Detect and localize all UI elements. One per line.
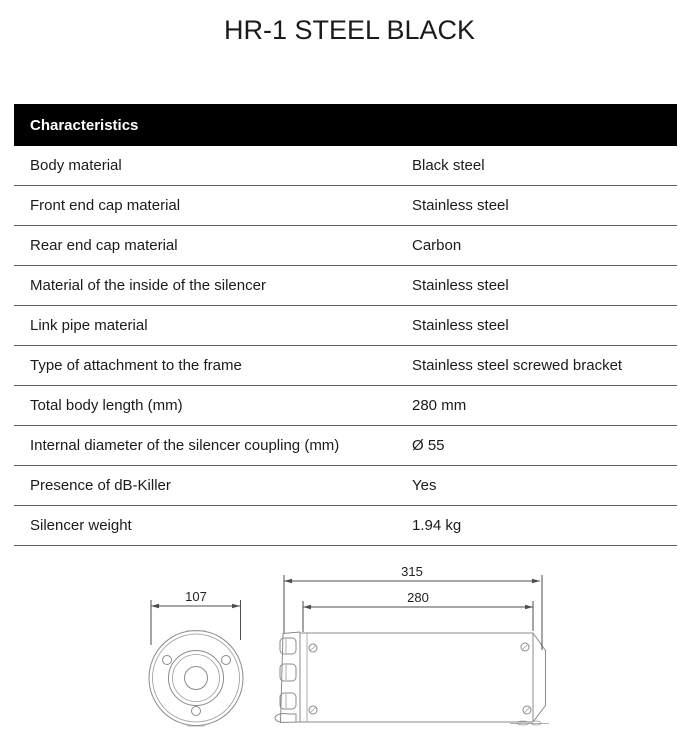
row-value: Stainless steel screwed bracket <box>412 357 623 374</box>
row-value: 280 mm <box>412 397 467 414</box>
table-row <box>14 146 677 186</box>
front-width-dimension-label: 107 <box>185 589 207 604</box>
table-row <box>14 266 677 306</box>
table-row <box>14 386 677 426</box>
technical-drawing <box>0 556 699 756</box>
table-row <box>14 186 677 226</box>
body-length-dimension-label: 280 <box>407 590 429 605</box>
bolt-hole <box>192 707 201 716</box>
bracket-clip <box>275 714 296 722</box>
row-value: 1.94 kg <box>412 517 462 534</box>
rivet <box>309 644 317 652</box>
row-value: Black steel <box>412 157 485 174</box>
dimension-107 <box>151 589 241 645</box>
table-row <box>14 466 677 506</box>
side-view-drawing <box>275 564 549 725</box>
row-value: Stainless steel <box>412 277 509 294</box>
row-label: Rear end cap material <box>30 237 178 254</box>
front-view-drawing <box>149 589 243 726</box>
table-row <box>14 506 677 546</box>
row-label: Presence of dB-Killer <box>30 477 171 494</box>
row-value: Carbon <box>412 237 462 254</box>
overall-length-dimension-label: 315 <box>401 564 423 579</box>
table-row <box>14 426 677 466</box>
rivet <box>523 706 531 714</box>
characteristics-table <box>14 104 677 546</box>
row-value: Stainless steel <box>412 197 509 214</box>
table-row <box>14 306 677 346</box>
bolt-hole <box>222 656 231 665</box>
table-row <box>14 346 677 386</box>
dimension-280 <box>303 590 533 632</box>
row-value: Ø 55 <box>412 437 445 454</box>
rivet <box>521 643 529 651</box>
row-label: Silencer weight <box>30 517 132 534</box>
row-label: Front end cap material <box>30 197 181 214</box>
table-header: Characteristics <box>14 104 677 146</box>
row-label: Type of attachment to the frame <box>30 357 242 374</box>
bolt-hole <box>163 656 172 665</box>
row-label: Internal diameter of the silencer coupling (mm) <box>30 437 340 454</box>
row-label: Body material <box>30 157 122 174</box>
rivet <box>309 706 317 714</box>
bracket-clip <box>280 693 296 709</box>
row-label: Link pipe material <box>30 317 148 334</box>
row-label: Material of the inside of the silencer <box>30 277 266 294</box>
page-title: HR-1 STEEL BLACK <box>223 15 476 45</box>
row-label: Total body length (mm) <box>30 397 183 414</box>
row-value: Stainless steel <box>412 317 509 334</box>
row-value: Yes <box>412 477 437 494</box>
table-row <box>14 226 677 266</box>
